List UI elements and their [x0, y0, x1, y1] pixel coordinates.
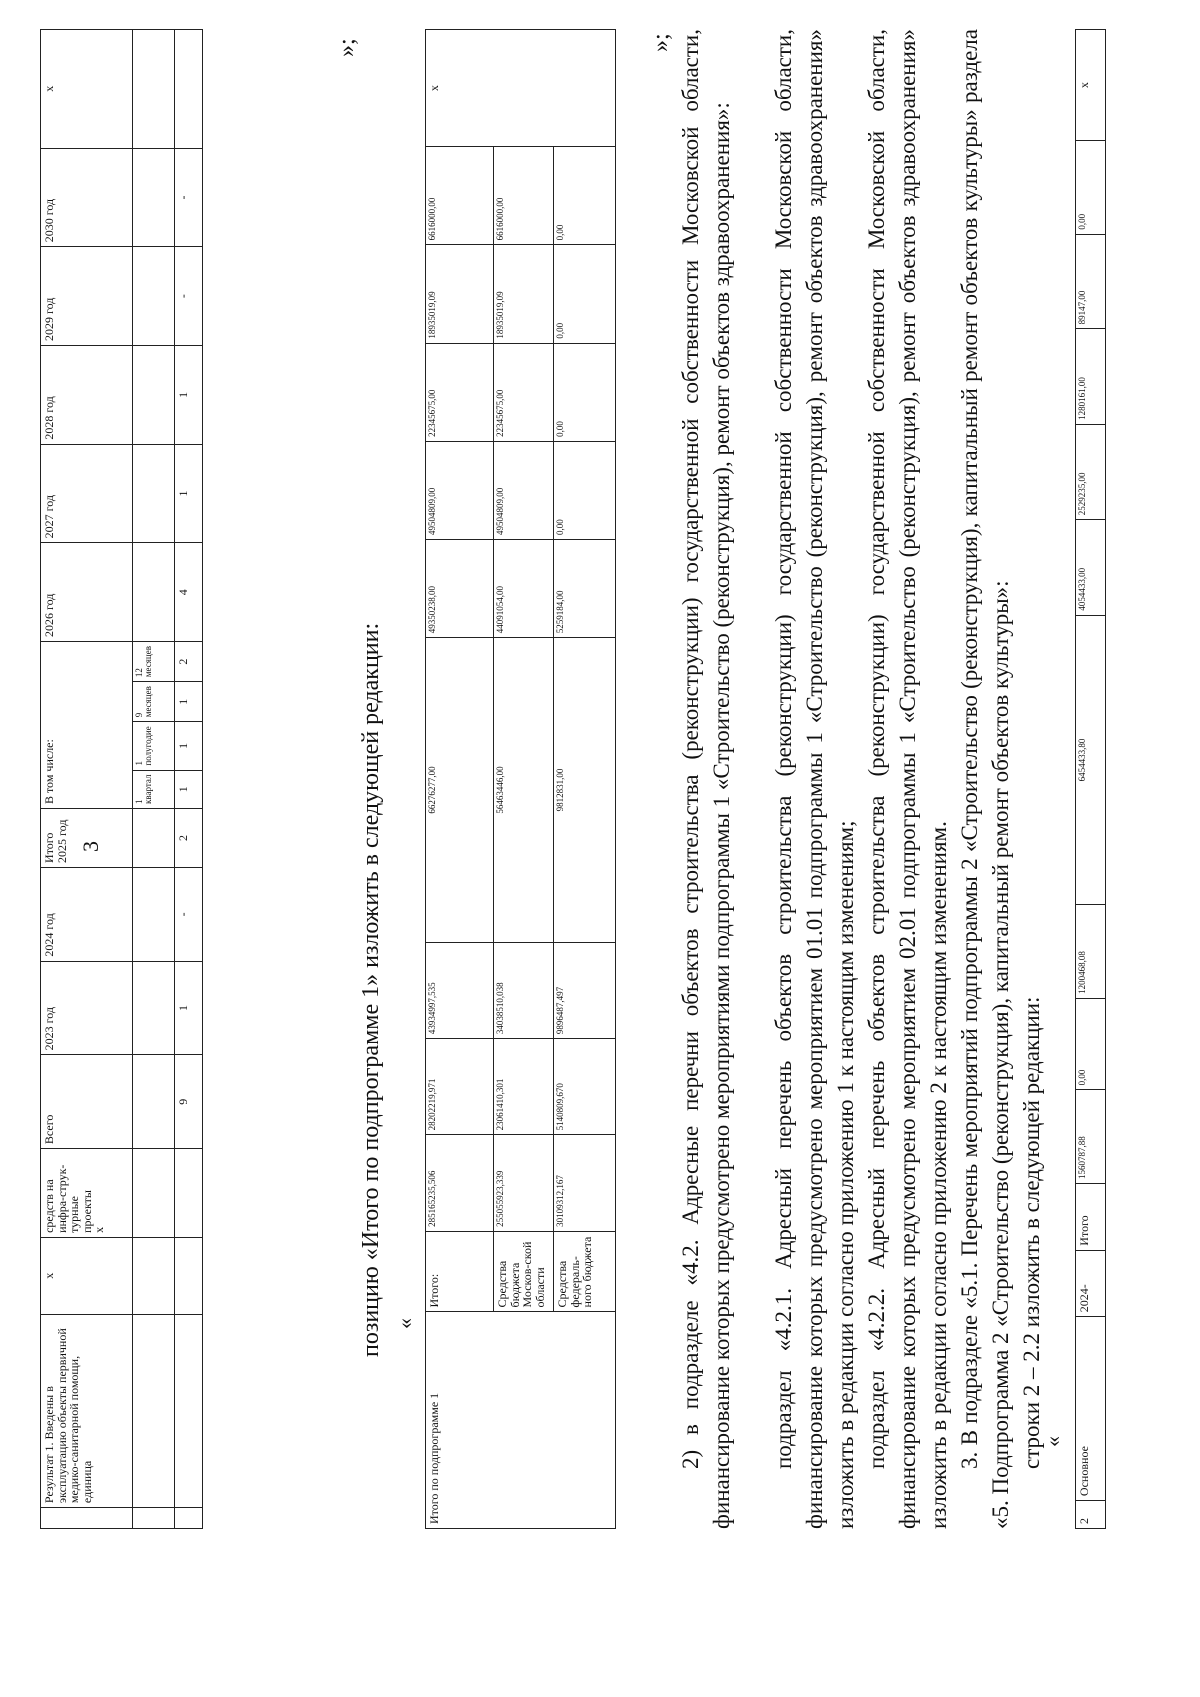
value-cell: 18935019,09 [494, 245, 554, 343]
result-label: Результат 1. Введены в эксплуатацию объекты первичной медико-санитарной помощи, единица [41, 1314, 133, 1507]
value-cell: 4 [175, 543, 203, 642]
value-cell: 1280161,00 [1076, 329, 1106, 424]
value-cell: 285165235,506 [426, 1135, 494, 1231]
h-incl: В том числе: [41, 642, 133, 809]
h-2026: 2026 год [41, 543, 133, 642]
value-cell: 6616000,00 [494, 147, 554, 245]
source-cell: Средства бюджета Москов-ской области [494, 1231, 554, 1312]
value-cell: 1 [175, 961, 203, 1055]
row-source: Итого [1076, 1183, 1106, 1250]
caption: позицию «Итого по подпрограмме 1» изложить в следующей редакции: [358, 622, 384, 1357]
value-cell: 9896487,497 [554, 942, 616, 1038]
last-x: х [41, 30, 133, 149]
value-cell: 49504809,00 [426, 441, 494, 539]
value-cell: 255055923,339 [494, 1135, 554, 1231]
value-cell: 4054433,00 [1076, 520, 1106, 615]
source-cell: Средства федераль-ного бюджета [554, 1231, 616, 1312]
value-cell: 0,00 [554, 343, 616, 441]
value-cell: 1 [175, 722, 203, 770]
col-x: х [41, 1237, 133, 1314]
quote-close: »; [648, 33, 674, 52]
value-cell: 66276277,00 [426, 638, 494, 942]
value-cell: 56463446,00 [494, 638, 554, 942]
value-cell: 9 [175, 1055, 203, 1149]
value-cell: 2529235,00 [1076, 424, 1106, 519]
h-m9: 9 месяцев [133, 682, 175, 722]
value-cell: 2 [175, 809, 203, 868]
value-cell: 89147,00 [1076, 234, 1106, 329]
value-cell: 5140809,670 [554, 1039, 616, 1135]
quote-open: « [392, 1318, 417, 1329]
paragraph-1: 2) в подразделе «4.2. Адресные перечни объектов строительства (реконструкции) государственной собственности Московской области, финансирование которых предусмотрено мероприятиями подпрограммы 1 «Строительство (реконструкция), ремонт объектов здравоохранения»: [678, 29, 734, 1529]
source-cell: Итого: [426, 1231, 494, 1312]
row-label: Итого по подпрограмме 1 [426, 1312, 616, 1529]
paragraph-4: 3. В подразделе «5.1. Перечень мероприятий подпрограммы 2 «Строительство (реконструкция), капитальный ремонт объектов культуры» раздела «5. Подпрограмма 2 «Строительство (реконструкция), капитальный ремонт объектов культуры»: [957, 29, 1013, 1529]
value-cell: 0,00 [554, 147, 616, 245]
h-h1: 1 полугодие [133, 722, 175, 770]
value-cell: 1 [175, 345, 203, 444]
value-cell: 1 [175, 682, 203, 722]
value-cell: 2 [175, 642, 203, 682]
quote-open: « [1040, 1436, 1065, 1447]
value-cell: 1200468,08 [1076, 905, 1106, 999]
value-cell: 0,00 [554, 245, 616, 343]
row-num: 2 [1076, 1501, 1106, 1529]
h-2023: 2023 год [41, 961, 133, 1055]
value-cell: 28202219,971 [426, 1039, 494, 1135]
h-total: Всего [41, 1055, 133, 1149]
culture-table [1075, 29, 1106, 1529]
value-cell: 0,00 [554, 441, 616, 539]
value-cell: 1560787,88 [1076, 1090, 1106, 1184]
row-name: Основное [1076, 1317, 1106, 1501]
value-cell: 9812831,00 [554, 638, 616, 942]
page-number: 3 [78, 841, 103, 852]
value-cell: 49504809,00 [494, 441, 554, 539]
infra-label: средств на инфра-струк-турные проекты х [41, 1149, 133, 1238]
itogo-table [425, 29, 616, 1529]
value-cell: 6616000,00 [426, 147, 494, 245]
value-cell: - [175, 867, 203, 961]
h-2024: 2024 год [41, 867, 133, 961]
value-cell: 49350238,00 [426, 540, 494, 638]
value-cell: 6454433,80 [1076, 615, 1106, 905]
value-cell: 22345675,00 [426, 343, 494, 441]
value-cell: 1 [175, 770, 203, 809]
result-table [40, 29, 203, 1529]
h-2029: 2029 год [41, 247, 133, 346]
h-2028: 2028 год [41, 345, 133, 444]
last-x: х [1076, 30, 1106, 141]
h-2027: 2027 год [41, 444, 133, 543]
value-cell: 0,00 [1076, 141, 1106, 234]
h-m12: 12 месяцев [133, 642, 175, 682]
row-years: 2024- [1076, 1250, 1106, 1317]
value-cell: 0,00 [1076, 998, 1106, 1090]
paragraph-5: строки 2 – 2.2 изложить в следующей редакции: [1019, 996, 1044, 1469]
value-cell: - [175, 247, 203, 346]
value-cell: 18935019,09 [426, 245, 494, 343]
value-cell: 44091054,00 [494, 540, 554, 638]
value-cell: 34038510,038 [494, 942, 554, 1038]
value-cell: - [175, 148, 203, 247]
value-cell: 23061410,301 [494, 1039, 554, 1135]
paragraph-3: подраздел «4.2.2. Адресный перечень объектов строительства (реконструкции) государственной собственности Московской области, финансирование которых предусмотрено мероприятием 02.01 подпрограммы 1 «Строительство (реконструкция), ремонт объектов здравоохранения» изложить в редакции согласно приложению 2 к настоящим изменениям. [864, 29, 951, 1529]
h-2030: 2030 год [41, 148, 133, 247]
quote-close: »; [334, 38, 360, 57]
value-cell: 43934997,535 [426, 942, 494, 1038]
paragraph-2: подраздел «4.2.1. Адресный перечень объектов строительства (реконструкции) государственной собственности Московской области, финансирование которых предусмотрено мероприятием 01.01 подпрограммы 1 «Строительство (реконструкция), ремонт объектов здравоохранения» изложить в редакции согласно приложению 1 к настоящим изменениям; [771, 29, 858, 1529]
value-cell: 5259184,00 [554, 540, 616, 638]
value-cell: 1 [175, 444, 203, 543]
last-x: х [426, 30, 616, 147]
value-cell: 30109312,167 [554, 1135, 616, 1231]
h-itogo2025: Итого 2025 год [41, 809, 133, 868]
value-cell: 22345675,00 [494, 343, 554, 441]
h-q1: 1 квартал [133, 770, 175, 809]
